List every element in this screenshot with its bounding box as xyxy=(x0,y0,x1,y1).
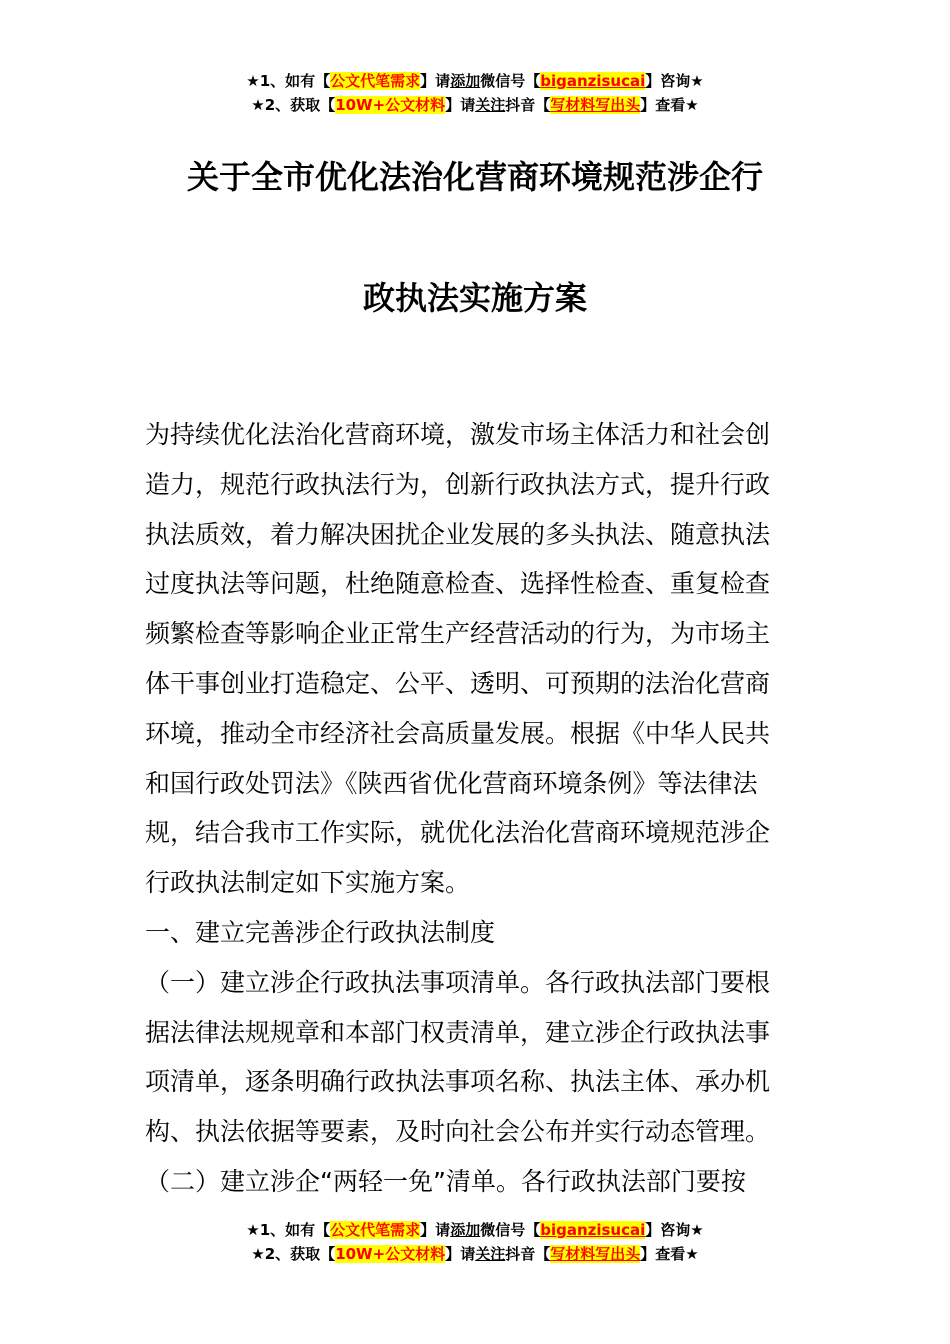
body-line: 造力，规范行政执法行为，创新行政执法方式，提升行政 xyxy=(145,469,771,499)
banner-line-1: ★1、如有【公文代笔需求】请添加微信号【biganzisucai】咨询★ xyxy=(246,1221,704,1239)
title-line-2: 政执法实施方案 xyxy=(362,279,587,317)
body-line: 规，结合我市工作实际，就优化法治化营商环境规范涉企 xyxy=(145,818,771,848)
banner-line-2: ★2、获取【10W+公文材料】请关注抖音【写材料写出头】查看★ xyxy=(251,96,699,114)
body-line: 一、建立完善涉企行政执法制度 xyxy=(145,917,496,947)
footer-banner xyxy=(0,1218,950,1266)
wechat-id: biganzisucai xyxy=(540,72,646,90)
body-line: 行政执法制定如下实施方案。 xyxy=(145,868,471,898)
body-line: 和国行政处罚法》《陕西省优化营商环境条例》等法律法 xyxy=(145,768,758,798)
body-line: （二）建立涉企“两轻一免”清单。各行政执法部门要按 xyxy=(145,1166,746,1196)
body-text xyxy=(145,410,825,1207)
body-line: 据法律法规规章和本部门权责清单，建立涉企行政执法事 xyxy=(145,1017,771,1047)
banner-line-1: ★1、如有【公文代笔需求】请添加微信号【biganzisucai】咨询★ xyxy=(246,72,704,90)
body-line: 执法质效，着力解决困扰企业发展的多头执法、随意执法 xyxy=(145,519,771,549)
body-line: 构、执法依据等要素，及时向社会公布并实行动态管理。 xyxy=(145,1117,771,1147)
body-line: 环境，推动全市经济社会高质量发展。根据《中华人民共 xyxy=(145,718,771,748)
banner-line-2: ★2、获取【10W+公文材料】请关注抖音【写材料写出头】查看★ xyxy=(251,1245,699,1263)
body-line: 项清单，逐条明确行政执法事项名称、执法主体、承办机 xyxy=(145,1067,771,1097)
title-line-1: 关于全市优化法治化营商环境规范涉企行 xyxy=(186,158,763,196)
header-banner xyxy=(0,69,950,117)
body-line: 体干事创业打造稳定、公平、透明、可预期的法治化营商 xyxy=(145,668,771,698)
body-line: 过度执法等问题，杜绝随意检查、选择性检查、重复检查 xyxy=(145,569,771,599)
body-line: 频繁检查等影响企业正常生产经营活动的行为，为市场主 xyxy=(145,619,771,649)
body-line: （一）建立涉企行政执法事项清单。各行政执法部门要根 xyxy=(145,967,771,997)
body-line: 为持续优化法治化营商环境，激发市场主体活力和社会创 xyxy=(145,420,771,449)
